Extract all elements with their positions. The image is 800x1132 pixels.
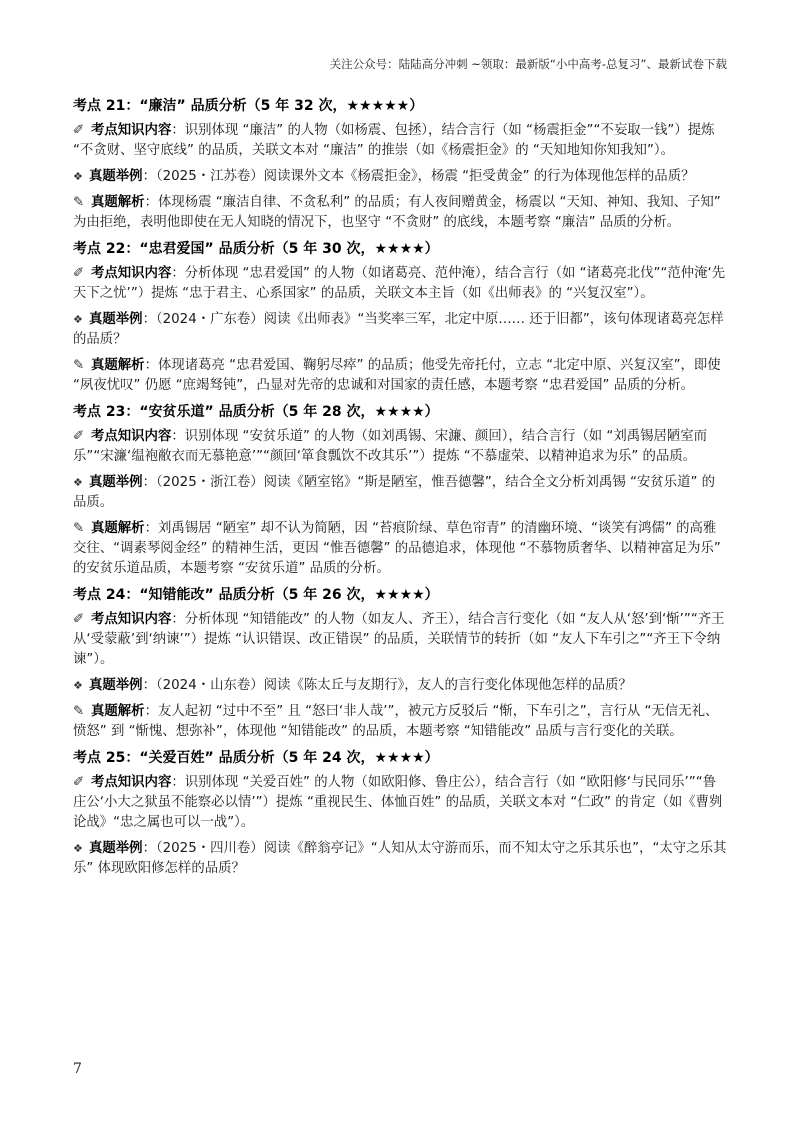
diamond-bullet-icon: ❖ bbox=[73, 842, 83, 855]
analysis-label: 真题解析 bbox=[91, 521, 145, 536]
analysis-paragraph bbox=[73, 356, 727, 396]
page-header: 关注公众号：陆陆高分冲刺 ~领取：最新版“小中高考-总复习”、最新试卷下载 bbox=[329, 57, 727, 71]
example-text: ：（2025・四川卷）阅读《醉翁亭记》“人知从太守游而乐，而不知太守之乐其乐也”，“太守之乐其乐” 体现欧阳修怎样的品质？ bbox=[73, 841, 727, 876]
pen-icon: ✎ bbox=[73, 358, 85, 373]
example-label: 真题举例 bbox=[89, 841, 143, 856]
section-title: 考点 22：“忠君爱国” 品质分析（5 年 30 次，★★★★） bbox=[73, 241, 439, 257]
example-paragraph bbox=[73, 167, 727, 187]
analysis-paragraph bbox=[73, 702, 727, 742]
knowledge-paragraph bbox=[73, 264, 727, 304]
diamond-bullet-icon: ❖ bbox=[73, 170, 83, 183]
example-label: 真题举例 bbox=[89, 169, 143, 184]
analysis-text: ：体现杨震 “廉洁自律、不贪私利” 的品质；有人夜间赠黄金，杨震以 “天知、神知、我知、子知” 为由拒绝，表明他即使在无人知晓的情况下，也坚守 “不贪财” 的底线，本题考察 “廉洁” 品质的分析。 bbox=[73, 195, 721, 230]
pencil-icon: ✐ bbox=[73, 429, 85, 444]
knowledge-text: ：识别体现 “关爱百姓” 的人物（如欧阳修、鲁庄公），结合言行（如 “欧阳修‘与民同乐’”“鲁庄公‘小大之狱虽不能察必以情’”）提炼 “重视民生、体恤百姓” 的品质，关联文本对 “仁政” 的肯定（如《曹刿论战》“忠之属也可以一战”）。 bbox=[73, 775, 723, 830]
analysis-text: ：体现诸葛亮 “忠君爱国、鞠躬尽瘁” 的品质；他受先帝托付，立志 “北定中原、兴复汉室”，即使 “夙夜忧叹” 仍愿 “庶竭驽钝”，凸显对先帝的忠诚和对国家的责任感，本题考察 “忠君爱国” 品质的分析。 bbox=[73, 358, 721, 393]
section-title: 考点 23：“安贫乐道” 品质分析（5 年 28 次，★★★★） bbox=[73, 404, 439, 420]
knowledge-text: ：识别体现 “廉洁” 的人物（如杨震、包拯），结合言行（如 “杨震拒金”“不妄取一钱”）提炼 “不贪财、坚守底线” 的品质，关联文本对 “廉洁” 的推崇（如《杨震拒金》的 “天知地知你知我知”）。 bbox=[73, 123, 715, 158]
analysis-label: 真题解析 bbox=[91, 704, 145, 719]
example-text: ：（2024・山东卷）阅读《陈太丘与友期行》，友人的言行变化体现他怎样的品质？ bbox=[142, 678, 632, 693]
diamond-bullet-icon: ❖ bbox=[73, 313, 83, 326]
knowledge-label: 考点知识内容 bbox=[91, 266, 172, 281]
analysis-paragraph bbox=[73, 193, 727, 233]
example-label: 真题举例 bbox=[89, 678, 143, 693]
pen-icon: ✎ bbox=[73, 521, 85, 536]
pencil-icon: ✐ bbox=[73, 775, 85, 790]
analysis-text: ：刘禹锡居 “陋室” 却不认为简陋，因 “苔痕阶绿、草色帘青” 的清幽环境、“谈笑有鸿儒” 的高雅交往、“调素琴阅金经” 的精神生活，更因 “惟吾德馨” 的品德追求，体现他 “不慕物质奢华、以精神富足为乐” 的安贫乐道品质，本题考察 “安贫乐道” 品质的分析。 bbox=[73, 521, 721, 576]
example-label: 真题举例 bbox=[89, 475, 143, 490]
knowledge-label: 考点知识内容 bbox=[91, 123, 172, 138]
knowledge-paragraph bbox=[73, 121, 727, 161]
analysis-label: 真题解析 bbox=[91, 195, 145, 210]
knowledge-paragraph bbox=[73, 610, 727, 670]
example-text: ：（2025・江苏卷）阅读课外文本《杨震拒金》，杨震 “拒受黄金” 的行为体现他怎样的品质？ bbox=[142, 169, 695, 184]
example-paragraph bbox=[73, 676, 727, 696]
kaodian-25 bbox=[73, 748, 727, 879]
diamond-bullet-icon: ❖ bbox=[73, 679, 83, 692]
pen-icon: ✎ bbox=[73, 704, 85, 719]
example-text: ：（2024・广东卷）阅读《出师表》“当奖率三军，北定中原…… 还于旧都”，该句体现诸葛亮怎样的品质？ bbox=[73, 312, 724, 347]
example-label: 真题举例 bbox=[89, 312, 143, 327]
kaodian-23 bbox=[73, 402, 727, 579]
pen-icon: ✎ bbox=[73, 195, 85, 210]
section-title: 考点 21：“廉洁” 品质分析（5 年 32 次，★★★★★） bbox=[73, 98, 424, 114]
knowledge-text: ：分析体现 “知错能改” 的人物（如友人、齐王），结合言行变化（如 “友人从‘怒’到‘惭’”“齐王从‘受蒙蔽’到‘纳谏’”）提炼 “认识错误、改正错误” 的品质，关联情节的转折（如 “友人下车引之”“齐王下令纳谏”）。 bbox=[73, 612, 725, 667]
page-content bbox=[73, 96, 727, 885]
kaodian-22 bbox=[73, 239, 727, 396]
pencil-icon: ✐ bbox=[73, 123, 85, 138]
example-paragraph bbox=[73, 473, 727, 513]
knowledge-label: 考点知识内容 bbox=[91, 775, 172, 790]
kaodian-21 bbox=[73, 96, 727, 233]
section-title: 考点 24：“知错能改” 品质分析（5 年 26 次，★★★★） bbox=[73, 587, 439, 603]
knowledge-paragraph bbox=[73, 427, 727, 467]
example-paragraph bbox=[73, 839, 727, 879]
section-title: 考点 25：“关爱百姓” 品质分析（5 年 24 次，★★★★） bbox=[73, 750, 439, 766]
analysis-paragraph bbox=[73, 519, 727, 579]
knowledge-label: 考点知识内容 bbox=[91, 612, 172, 627]
kaodian-24 bbox=[73, 585, 727, 742]
knowledge-paragraph bbox=[73, 773, 727, 833]
example-paragraph bbox=[73, 310, 727, 350]
page-number: 7 bbox=[73, 1061, 82, 1077]
knowledge-text: ：分析体现 “忠君爱国” 的人物（如诸葛亮、范仲淹），结合言行（如 “诸葛亮北伐”“范仲淹‘先天下之忧’”）提炼 “忠于君主、心系国家” 的品质，关联文本主旨（如《出师表》的 “兴复汉室”）。 bbox=[73, 266, 726, 301]
knowledge-label: 考点知识内容 bbox=[91, 429, 172, 444]
pencil-icon: ✐ bbox=[73, 612, 85, 627]
analysis-text: ：友人起初 “过中不至” 且 “怒曰‘非人哉’”，被元方反驳后 “惭，下车引之”，言行从 “无信无礼、愤怒” 到 “惭愧、想弥补”，体现他 “知错能改” 的品质，本题考察 “知错能改” 品质与言行变化的关联。 bbox=[73, 704, 719, 739]
example-text: ：（2025・浙江卷）阅读《陋室铭》“斯是陋室，惟吾德馨”，结合全文分析刘禹锡 “安贫乐道” 的品质。 bbox=[73, 475, 716, 510]
analysis-label: 真题解析 bbox=[91, 358, 145, 373]
knowledge-text: ：识别体现 “安贫乐道” 的人物（如刘禹锡、宋濂、颜回），结合言行（如 “刘禹锡居陋室而乐”“宋濂‘缊袍敝衣而无慕艳意’”“颜回‘箪食瓢饮不改其乐’”）提炼 “不慕虚荣、以精神追求为乐” 的品质。 bbox=[73, 429, 708, 464]
diamond-bullet-icon: ❖ bbox=[73, 476, 83, 489]
pencil-icon: ✐ bbox=[73, 266, 85, 281]
